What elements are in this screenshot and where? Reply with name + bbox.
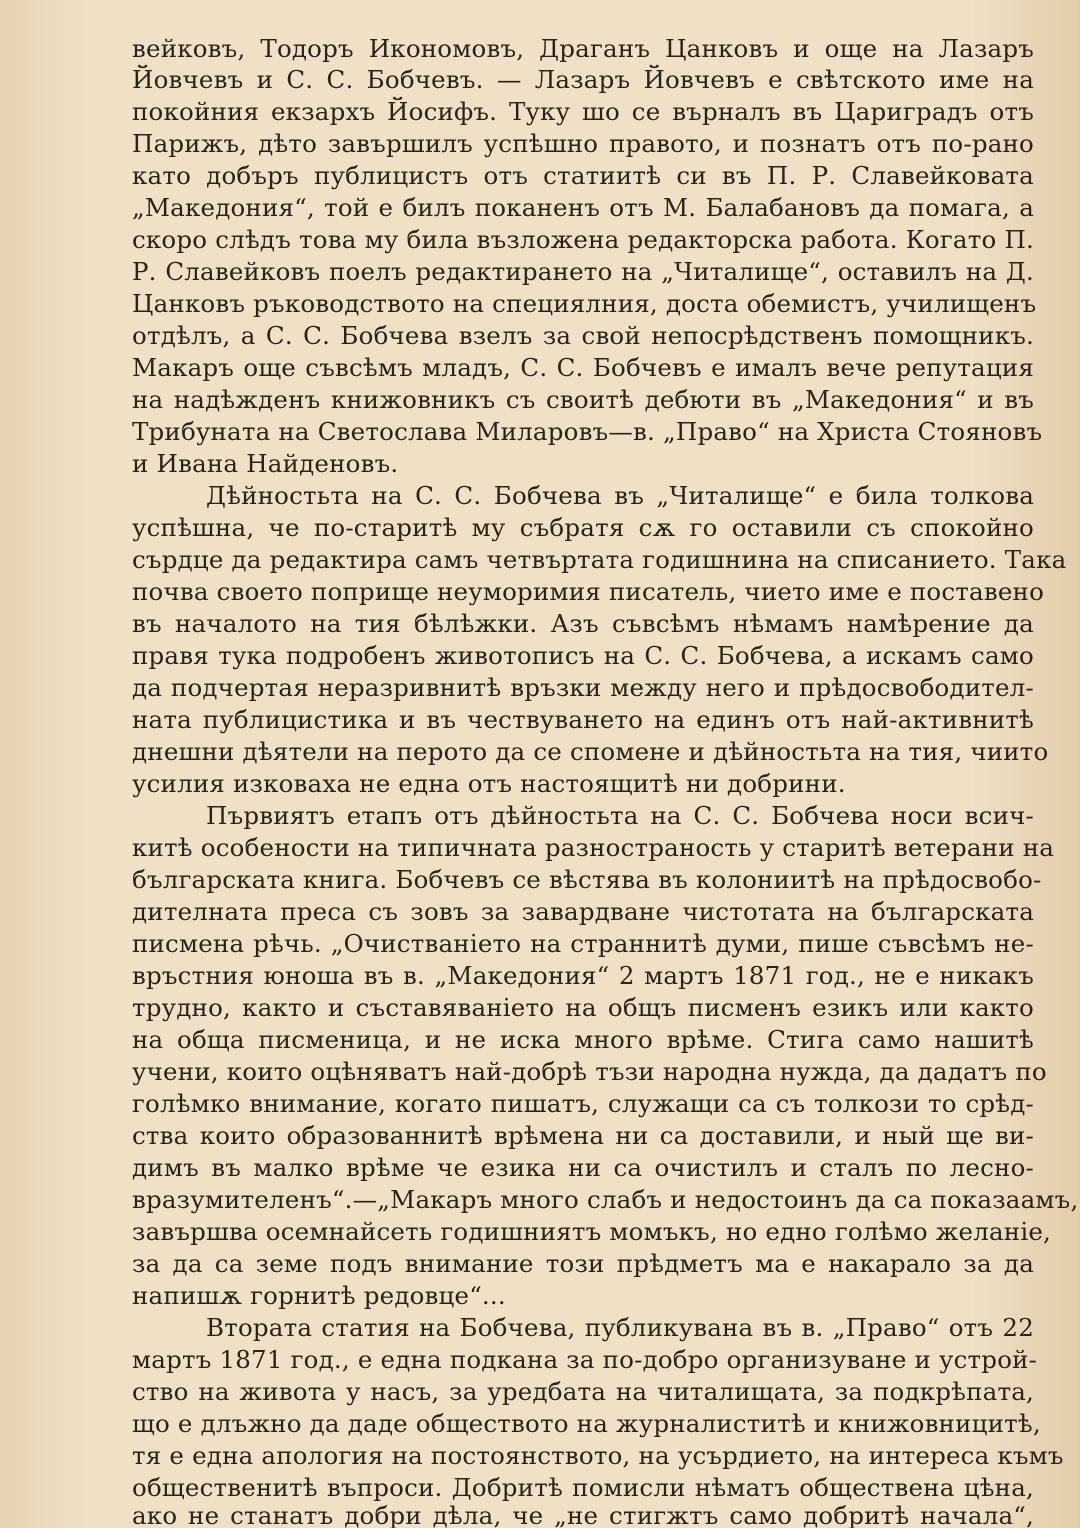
text-line: напишѫ горнитѣ редовце“... <box>132 1281 506 1310</box>
text-line: голѣмко внимание, когато пишатъ, служащи са съ толкози то срѣд- <box>132 1089 1034 1118</box>
text-line: днешни дѣятели на перото да се спомене и дѣйностьта на тия, чиито <box>132 737 1049 766</box>
text-line: на надѣжденъ книжовникъ съ своитѣ дебюти въ „Македония“ и въ <box>132 385 1034 414</box>
text-line: „Македония“, той е билъ поканенъ отъ М. Балабановъ да помага, а <box>132 193 1034 222</box>
text-line: сърдце да редактира самъ четвъртата годишнина на списанието. Така <box>132 545 1067 574</box>
text-line: Йовчевъ и С. С. Бобчевъ. — Лазаръ Йовчевъ е свѣтското име на <box>132 65 1034 94</box>
text-line: да подчертая неразривнитѣ връзки между него и прѣдосвободител- <box>132 673 1034 702</box>
text-line: ната публицистика и въ чествуването на единъ отъ най-активнитѣ <box>132 705 1034 734</box>
text-line: вейковъ, Тодоръ Икономовъ, Драганъ Цанковъ и още на Лазаръ <box>132 34 1034 63</box>
text-line: Цанковъ ръководството на специялния, доста обемистъ, училищенъ <box>132 289 1037 318</box>
text-line: скоро слѣдъ това му била възложена редакторска работа. Когато П. <box>132 225 1034 254</box>
text-line: дителната преса съ зовъ за завардване чистотата на българската <box>132 897 1034 926</box>
text-line: като добъръ публицистъ отъ статиитѣ си въ П. Р. Славейковата <box>132 161 1034 190</box>
text-line: почва своето поприще неуморимия писатель, чието име е поставено <box>132 577 1045 606</box>
text-line: ство на живота у насъ, за уредбата на читалищата, за подкрѣпата, <box>132 1377 1034 1406</box>
text-line: на обща писменица, и не иска много врѣме. Стига само нашитѣ <box>132 1025 1034 1054</box>
text-line: учени, които оцѣняватъ най-добрѣ тъзи народна нужда, да дадатъ по <box>132 1057 1047 1086</box>
text-line: китѣ особености на типичната разностраность у старитѣ ветерани на <box>132 833 1055 862</box>
text-line: Парижъ, дѣто завършилъ успѣшно правото, и познатъ отъ по-рано <box>132 129 1034 158</box>
text-line: успѣшна, че по-старитѣ му събратя сѫ го оставили съ спокойно <box>132 513 1034 542</box>
text-line: вразумителенъ“.—„Макаръ много слабъ и недостоинъ да са показаамъ, <box>132 1185 1079 1214</box>
text-line: връстния юноша въ в. „Македония“ 2 мартъ 1871 год., не е никакъ <box>132 961 1034 990</box>
text-line: ако не станатъ добри дѣла, че „не стигжтъ само добритѣ начала“, <box>132 1501 1034 1528</box>
text-line: писмена рѣчь. „Очистванiето на страннитѣ думи, пише съвсѣмъ не- <box>132 929 1034 958</box>
text-line: и Ивана Найденовъ. <box>132 449 399 478</box>
text-line: покойния екзархъ Йосифъ. Туку шо се върналъ въ Цариградъ отъ <box>132 97 1034 126</box>
text-line: правя тука подробенъ животописъ на С. С. Бобчева, а искамъ само <box>132 641 1034 670</box>
text-line: отдѣлъ, а С. С. Бобчева взелъ за свой непосрѣдственъ помощникъ. <box>132 321 1034 350</box>
text-line: трудно, както и съставяванiето на общъ писменъ езикъ или както <box>132 993 1034 1022</box>
text-line: усилия изковаха не една отъ настоящитѣ ни добрини. <box>132 769 846 798</box>
text-line: Трибуната на Светослава Миларовъ—в. „Право“ на Христа Стояновъ <box>132 417 1043 446</box>
text-line: за да са земе подъ внимание този прѣдметъ ма е накарало за да <box>132 1249 1034 1278</box>
text-line: димъ въ малко врѣме че езика ни са очистилъ и сталъ по лесно- <box>132 1153 1034 1182</box>
text-line: въ началото на тия бѣлѣжки. Азъ съвсѣмъ нѣмамъ намѣрение да <box>132 609 1034 638</box>
text-line: завършва осемнайсеть годишниятъ момъкъ, но едно голѣмо желанiе, <box>132 1217 1052 1246</box>
text-line: Дѣйностьта на С. С. Бобчева въ „Читалище“ е била толкова <box>206 481 1034 510</box>
text-line: Р. Славейковъ поелъ редактирането на „Читалище“, оставилъ на Д. <box>132 257 1034 286</box>
text-line: мартъ 1871 год., е една подкана за по-добро организуване и устрой- <box>132 1345 1038 1374</box>
text-line: Първиятъ етапъ отъ дѣйностьта на С. С. Бобчева носи всич- <box>206 801 1034 830</box>
text-line: българската книга. Бобчевъ се вѣстява въ колониитѣ на прѣдосвобо- <box>132 865 1042 894</box>
text-line: Втората статия на Бобчева, публикувана въ в. „Право“ отъ 22 <box>206 1313 1034 1342</box>
text-line: Макаръ още съвсѣмъ младъ, С. С. Бобчевъ е ималъ вече репутация <box>132 353 1034 382</box>
text-line: ства които образованнитѣ врѣмена ни са доставили, и ный ще ви- <box>132 1121 1034 1150</box>
text-line: общественитѣ въпроси. Добритѣ помисли нѣматъ обществена цѣна, <box>132 1473 1034 1502</box>
text-line: тя е една апология на постоянството, на усърдието, на интереса къмъ <box>132 1441 1064 1470</box>
text-line: що е длъжно да даде обществото на журналиститѣ и книжовницитѣ, <box>132 1409 1041 1438</box>
